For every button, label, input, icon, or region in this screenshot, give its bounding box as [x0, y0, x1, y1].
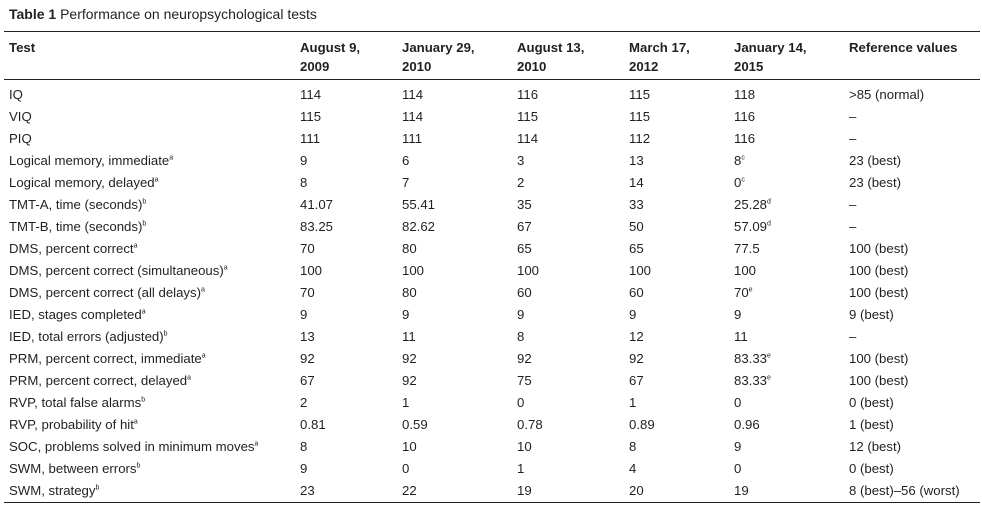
- table-row: [4, 392, 980, 414]
- value-cell: 115: [517, 109, 539, 124]
- value-cell: 70e: [734, 285, 753, 300]
- test-name-cell: SWM, between errors$^b$: [9, 461, 141, 476]
- value-cell: 65: [517, 241, 532, 256]
- table-row: [4, 348, 980, 370]
- test-name-cell: PRM, percent correct, delayed$^a$: [9, 373, 192, 388]
- value-cell: 115: [629, 87, 651, 102]
- value-cell: 112: [629, 131, 651, 146]
- value-cell: 35: [517, 197, 532, 212]
- reference-value-cell: 100 (best): [849, 285, 909, 300]
- footnote-marker: b: [95, 484, 100, 492]
- test-name-cell: DMS, percent correct (all delays)$^a$: [9, 285, 205, 300]
- value-cell: 0.96: [734, 417, 760, 432]
- reference-value-cell: >85 (normal): [849, 87, 925, 102]
- value-cell: 1: [629, 395, 637, 410]
- value-cell: 20: [629, 483, 644, 498]
- value-cell: 111: [402, 131, 423, 146]
- reference-value-cell: –: [849, 109, 857, 124]
- reference-value-cell: 100 (best): [849, 241, 909, 256]
- reference-value-cell: 23 (best): [849, 153, 902, 168]
- test-name-cell: RVP, total false alarms$^b$: [9, 395, 146, 410]
- value-cell: 116: [734, 131, 756, 146]
- value-cell: 0: [734, 461, 742, 476]
- value-cell: 114: [402, 87, 424, 102]
- value-cell: 2: [300, 395, 308, 410]
- value-cell: 9: [402, 307, 410, 322]
- value-cell: 9: [629, 307, 637, 322]
- column-header: Reference values: [849, 32, 980, 80]
- table-row: [4, 458, 980, 480]
- column-header: Test: [4, 32, 300, 80]
- value-cell: 116: [734, 109, 756, 124]
- value-cell: 11: [734, 329, 748, 344]
- value-cell: 10: [402, 439, 417, 454]
- value-cell: 116: [517, 87, 539, 102]
- value-cell: 6: [402, 153, 410, 168]
- value-cell: 8: [629, 439, 637, 454]
- test-name-cell: IED, stages completed$^a$: [9, 307, 146, 322]
- test-name-cell: PIQ: [9, 131, 32, 146]
- value-cell: 0.78: [517, 417, 543, 432]
- value-cell: 82.62: [402, 219, 436, 234]
- reference-value-cell: 1 (best): [849, 417, 894, 432]
- test-name-cell: PRM, percent correct, immediate$^a$: [9, 351, 206, 366]
- table-row: [4, 106, 980, 128]
- value-cell: 50: [629, 219, 644, 234]
- footnote-marker: e: [748, 286, 753, 294]
- footnote-marker: b: [163, 330, 168, 338]
- table-row: [4, 216, 980, 238]
- footnote-marker: c: [741, 154, 745, 162]
- value-cell: 115: [300, 109, 322, 124]
- footnote-marker: c: [741, 176, 745, 184]
- value-cell: 60: [629, 285, 644, 300]
- footnote-marker: b: [142, 220, 147, 228]
- test-name-cell: Logical memory, delayed$^a$: [9, 175, 159, 190]
- table-caption: [9, 6, 317, 22]
- reference-value-cell: –: [849, 197, 857, 212]
- footnote-marker: a: [141, 308, 146, 316]
- value-cell: 115: [629, 109, 651, 124]
- value-cell: 92: [629, 351, 644, 366]
- value-cell: 92: [402, 373, 417, 388]
- value-cell: 0: [734, 395, 742, 410]
- table-row: [4, 80, 980, 107]
- reference-value-cell: –: [849, 329, 857, 344]
- column-header: January 14, 2015: [734, 32, 849, 80]
- test-name-cell: RVP, probability of hit$^a$: [9, 417, 138, 432]
- reference-value-cell: –: [849, 131, 857, 146]
- reference-value-cell: 100 (best): [849, 373, 909, 388]
- footnote-marker: a: [254, 440, 259, 448]
- value-cell: 22: [402, 483, 417, 498]
- table-title: Performance on neuropsychological tests: [60, 6, 317, 22]
- test-name-cell: SWM, strategy$^b$: [9, 483, 100, 498]
- column-header: March 17, 2012: [629, 32, 734, 80]
- value-cell: 3: [517, 153, 525, 168]
- footnote-marker: a: [201, 352, 206, 360]
- reference-value-cell: 100 (best): [849, 351, 909, 366]
- value-cell: 41.07: [300, 197, 334, 212]
- reference-value-cell: 23 (best): [849, 175, 902, 190]
- table-row: [4, 194, 980, 216]
- footnote-marker: d: [767, 220, 771, 228]
- value-cell: 100: [629, 263, 652, 278]
- footnote-marker: b: [136, 462, 141, 470]
- table-row: [4, 414, 980, 436]
- value-cell: 83.33e: [734, 373, 771, 388]
- column-header: August 9, 2009: [300, 32, 402, 80]
- value-cell: 70: [300, 285, 315, 300]
- table-row: [4, 282, 980, 304]
- value-cell: 114: [300, 87, 322, 102]
- value-cell: 100: [517, 263, 540, 278]
- value-cell: 8: [300, 439, 308, 454]
- value-cell: 114: [402, 109, 424, 124]
- value-cell: 33: [629, 197, 644, 212]
- table-row: [4, 326, 980, 348]
- value-cell: 9: [517, 307, 525, 322]
- value-cell: 1: [402, 395, 410, 410]
- test-name-cell: SOC, problems solved in minimum moves$^a$: [9, 439, 259, 454]
- value-cell: 67: [300, 373, 315, 388]
- value-cell: 0.81: [300, 417, 326, 432]
- table-row: [4, 436, 980, 458]
- value-cell: 9: [734, 439, 742, 454]
- value-cell: 0: [517, 395, 525, 410]
- value-cell: 9: [300, 153, 308, 168]
- value-cell: 80: [402, 285, 417, 300]
- value-cell: 60: [517, 285, 532, 300]
- value-cell: 8$^c$: [734, 153, 745, 168]
- table-row: [4, 260, 980, 282]
- value-cell: 8: [300, 175, 308, 190]
- table-row: [4, 238, 980, 260]
- footnote-marker: a: [223, 264, 228, 272]
- header-row: [4, 32, 980, 80]
- value-cell: 0.89: [629, 417, 655, 432]
- value-cell: 0$^c$: [734, 175, 745, 190]
- value-cell: 118: [734, 87, 756, 102]
- test-name-cell: IED, total errors (adjusted)$^b$: [9, 329, 168, 344]
- value-cell: 23: [300, 483, 315, 498]
- test-name-cell: TMT-B, time (seconds)$^b$: [9, 219, 147, 234]
- table-row: [4, 370, 980, 392]
- table-row: [4, 150, 980, 172]
- table-row: [4, 172, 980, 194]
- reference-value-cell: –: [849, 219, 857, 234]
- test-name-cell: VIQ: [9, 109, 32, 124]
- reference-value-cell: 9 (best): [849, 307, 894, 322]
- value-cell: 19: [734, 483, 749, 498]
- value-cell: 13: [629, 153, 644, 168]
- value-cell: 11: [402, 329, 416, 344]
- test-name-cell: DMS, percent correct (simultaneous)$^a$: [9, 263, 228, 278]
- value-cell: 10: [517, 439, 532, 454]
- reference-value-cell: 100 (best): [849, 263, 909, 278]
- test-name-cell: TMT-A, time (seconds)$^b$: [9, 197, 147, 212]
- value-cell: 13: [300, 329, 315, 344]
- value-cell: 7: [402, 175, 410, 190]
- table-body: [4, 80, 980, 503]
- value-cell: 83.33e: [734, 351, 771, 366]
- value-cell: 0: [402, 461, 410, 476]
- value-cell: 77.5: [734, 241, 760, 256]
- reference-value-cell: 8 (best)–56 (worst): [849, 483, 960, 498]
- value-cell: 83.25: [300, 219, 334, 234]
- value-cell: 92: [402, 351, 417, 366]
- value-cell: 2: [517, 175, 525, 190]
- value-cell: 111: [300, 131, 321, 146]
- value-cell: 92: [517, 351, 532, 366]
- value-cell: 8: [517, 329, 525, 344]
- value-cell: 12: [629, 329, 644, 344]
- value-cell: 100: [300, 263, 323, 278]
- footnote-marker: e: [767, 374, 771, 382]
- footnote-marker: a: [169, 154, 174, 162]
- value-cell: 19: [517, 483, 532, 498]
- value-cell: 65: [629, 241, 644, 256]
- value-cell: 9: [300, 307, 308, 322]
- footnote-marker: d: [767, 198, 771, 206]
- test-name-cell: Logical memory, immediate$^a$: [9, 153, 174, 168]
- value-cell: 100: [734, 263, 757, 278]
- table-label: Table 1: [9, 6, 57, 22]
- reference-value-cell: 12 (best): [849, 439, 902, 454]
- value-cell: 57.09$^d$: [734, 219, 771, 234]
- value-cell: 67: [629, 373, 644, 388]
- footnote-marker: b: [142, 198, 147, 206]
- table-row: [4, 480, 980, 503]
- value-cell: 4: [629, 461, 637, 476]
- test-name-cell: IQ: [9, 87, 23, 102]
- value-cell: 25.28$^d$: [734, 197, 771, 212]
- value-cell: 67: [517, 219, 532, 234]
- footnote-marker: b: [141, 396, 146, 404]
- column-header: August 13, 2010: [517, 32, 629, 80]
- footnote-marker: a: [187, 374, 192, 382]
- column-header: January 29, 2010: [402, 32, 517, 80]
- value-cell: 9: [734, 307, 742, 322]
- footnote-marker: e: [767, 352, 771, 360]
- value-cell: 70: [300, 241, 315, 256]
- reference-value-cell: 0 (best): [849, 461, 894, 476]
- value-cell: 9: [300, 461, 308, 476]
- value-cell: 0.59: [402, 417, 428, 432]
- footnote-marker: a: [201, 286, 205, 294]
- value-cell: 14: [629, 175, 644, 190]
- footnote-marker: a: [154, 176, 159, 184]
- table-row: [4, 304, 980, 326]
- footnote-marker: a: [133, 418, 138, 426]
- test-name-cell: DMS, percent correct$^a$: [9, 241, 138, 256]
- value-cell: 114: [517, 131, 539, 146]
- value-cell: 55.41: [402, 197, 436, 212]
- footnote-marker: a: [133, 242, 138, 250]
- reference-value-cell: 0 (best): [849, 395, 894, 410]
- value-cell: 75: [517, 373, 532, 388]
- value-cell: 1: [517, 461, 525, 476]
- neuropsych-table: [4, 31, 980, 503]
- table-row: [4, 128, 980, 150]
- value-cell: 100: [402, 263, 425, 278]
- value-cell: 92: [300, 351, 315, 366]
- value-cell: 80: [402, 241, 417, 256]
